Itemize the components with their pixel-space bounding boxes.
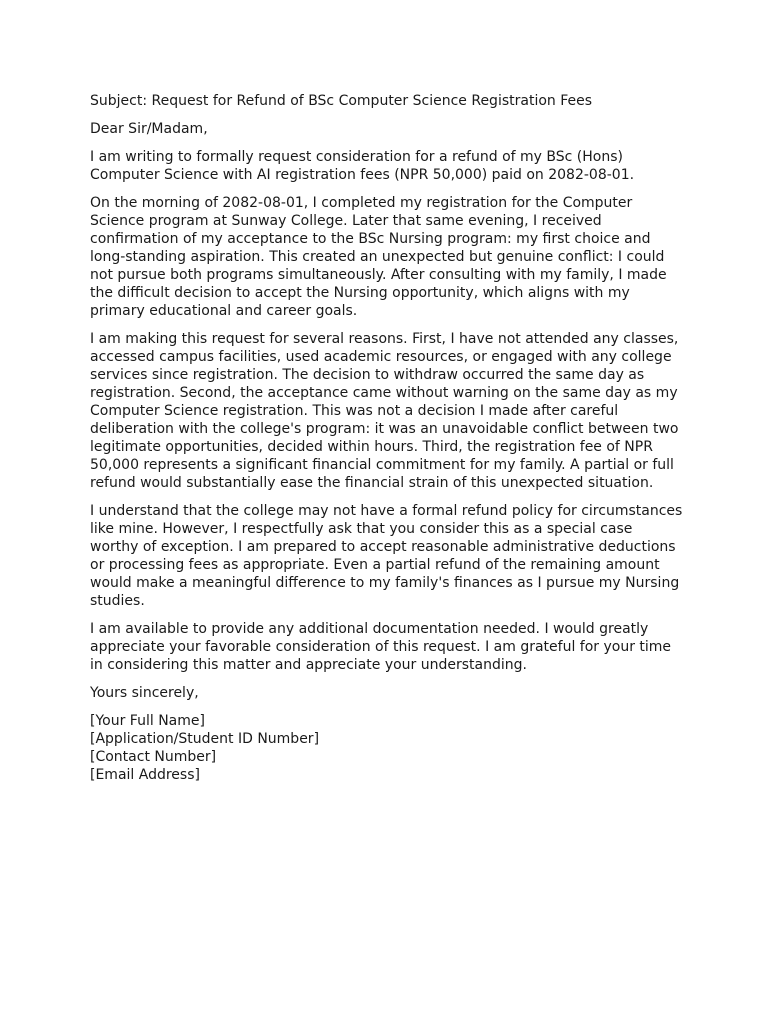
letter-salutation: Dear Sir/Madam, <box>90 121 208 137</box>
signature-contact: [Contact Number] <box>90 749 217 765</box>
signature-block <box>90 712 685 784</box>
paragraph-intro: I am writing to formally request consideration for a refund of my BSc (Hons) Computer Science with AI registration fees (NPR 50,000) paid on 2082-08-01. <box>90 149 635 183</box>
signature-id-number: [Application/Student ID Number] <box>90 731 320 747</box>
paragraph-closing-remarks: I am available to provide any additional documentation needed. I would greatly appreciate your favorable consideration of this request. I am grateful for your time in considering this matter and appreciate your understanding. <box>90 621 672 673</box>
paragraph-reasons: I am making this request for several reasons. First, I have not attended any classes, accessed campus facilities, used academic resources, or engaged with any college services since registration. The decision to withdraw occurred the same day as registration. Second, the acceptance came without warning on the same day as my Computer Science registration. This was not a decision I made after careful deliberation with the college's program: it was an unavoidable conflict between two legitimate opportunities, decided within hours. Third, the registration fee of NPR 50,000 represents a significant financial commitment for my family. A partial or full refund would substantially ease the financial strain of this unexpected situation. <box>90 331 679 491</box>
letter-closing: Yours sincerely, <box>90 685 199 701</box>
paragraph-policy: I understand that the college may not have a formal refund policy for circumstances like mine. However, I respectfully ask that you consider this as a special case worthy of exception. I am prepared to accept reasonable administrative deductions or processing fees as appropriate. Even a partial refund of the remaining amount would make a meaningful difference to my family's finances as I pursue my Nursing studies. <box>90 503 683 609</box>
letter-subject: Subject: Request for Refund of BSc Computer Science Registration Fees <box>90 93 593 109</box>
signature-email: [Email Address] <box>90 767 200 783</box>
signature-name: [Your Full Name] <box>90 713 205 729</box>
letter-page <box>90 92 685 784</box>
paragraph-background: On the morning of 2082-08-01, I completed my registration for the Computer Science program at Sunway College. Later that same evening, I received confirmation of my acceptance to the BSc Nursing program: my first choice and long-standing aspiration. This created an unexpected but genuine conflict: I could not pursue both programs simultaneously. After consulting with my family, I made the difficult decision to accept the Nursing opportunity, which aligns with my primary educational and career goals. <box>90 195 667 319</box>
